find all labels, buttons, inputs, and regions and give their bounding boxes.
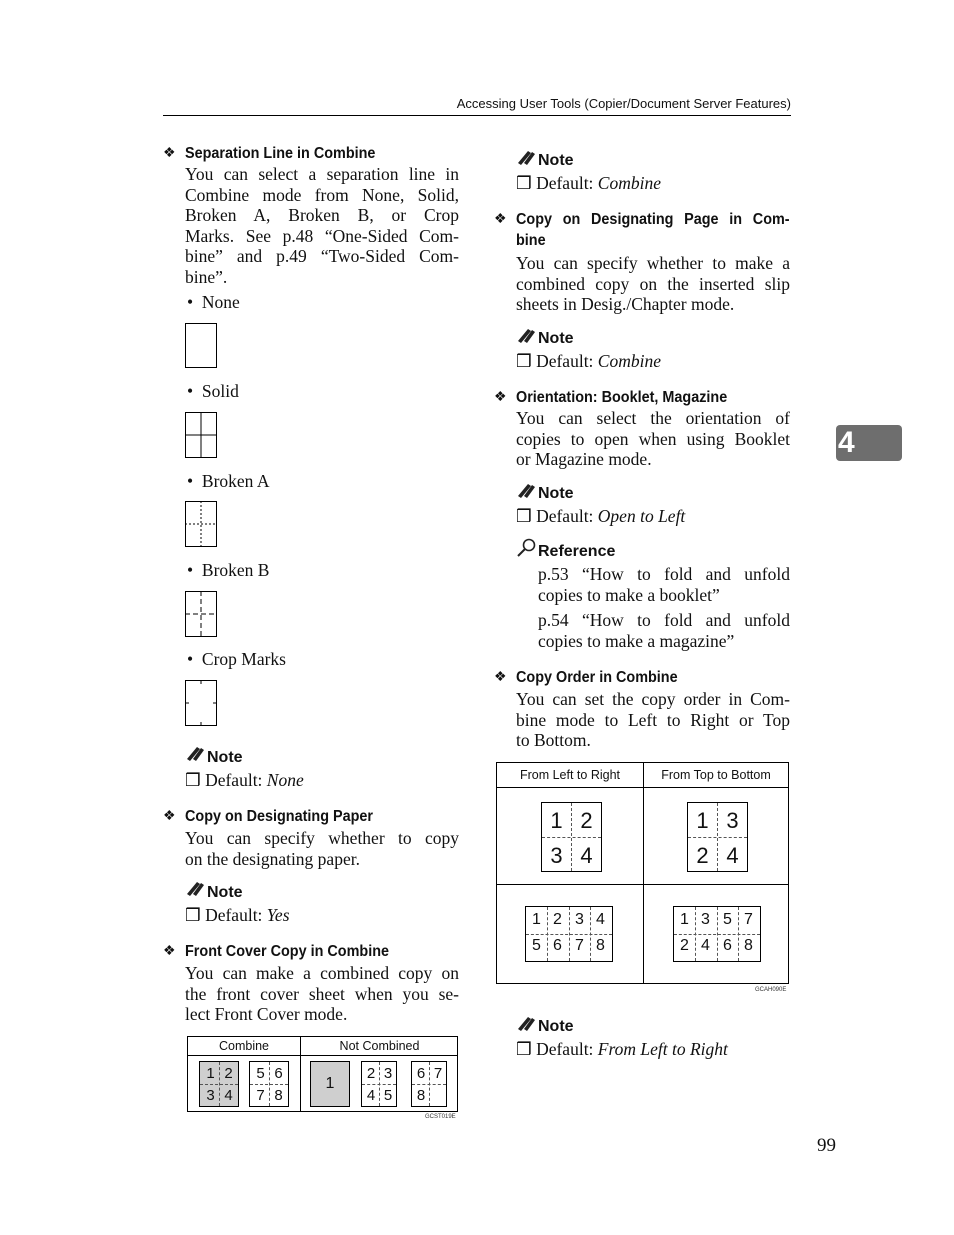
separation-description: You can select a separation line in Combine mode from None, Solid, Broken A, Broken B, or Crop Marks. See p.48 “One-Sided Com- bine” and p.49 “Two-Sided Com- bine”. (185, 164, 459, 287)
copy-order-description: You can set the copy order in Com- bine mode to Left to Right or Top to Bottom. (516, 689, 790, 750)
note-title: Note (538, 330, 574, 347)
page-number-cell: 3 (726, 808, 739, 833)
header-rule (163, 115, 791, 116)
page-number-cell: 6 (274, 1065, 283, 1082)
solid-separation-illustration (185, 412, 217, 458)
diamond-bullet-icon: ❖ (163, 146, 176, 161)
combined-sheet (361, 1061, 397, 1107)
note-pencil-icon (516, 482, 536, 498)
running-header: Accessing User Tools (Copier/Document Server Features) (456, 96, 791, 111)
page-number-cell: 1 (680, 911, 689, 928)
page-number-cell: 6 (416, 1065, 426, 1082)
page-number-cell: 1 (206, 1065, 215, 1082)
column-header-combine: Combine (218, 1039, 270, 1053)
section-title-copy-order: Copy Order in Combine (516, 669, 678, 686)
page-number-cell: 2 (366, 1065, 376, 1082)
option-broken-a: • Broken A (187, 471, 270, 491)
note-pencil-icon (516, 149, 536, 165)
page-number-cell: 1 (532, 911, 541, 928)
broken-a-separation-illustration (185, 501, 217, 547)
table-header-rule (188, 1055, 457, 1056)
page-number-cell: 4 (596, 911, 605, 928)
note-title: Note (538, 152, 574, 169)
note-default-none: ❒ Default: None (185, 770, 304, 790)
note-default-combine: ❒ Default: Combine (516, 351, 661, 371)
four-up-left-to-right (541, 802, 602, 872)
four-up-top-to-bottom (687, 802, 748, 872)
page-number-cell: 1 (325, 1075, 335, 1092)
page-number-cell: 4 (366, 1087, 376, 1104)
option-none: • None (187, 292, 240, 312)
page-number-cell: 5 (532, 937, 541, 954)
page-number-cell: 3 (550, 843, 563, 868)
page-number-cell: 3 (575, 911, 584, 928)
note-title: Note (207, 749, 243, 766)
section-title-orientation: Orientation: Booklet, Magazine (516, 389, 728, 406)
page-number-cell: 4 (224, 1087, 233, 1104)
page-number-cell: 2 (553, 911, 562, 928)
column-header-not-combined: Not Combined (339, 1039, 420, 1053)
diamond-bullet-icon: ❖ (163, 809, 176, 824)
page-number-cell: 8 (744, 937, 753, 954)
note-pencil-icon (185, 880, 205, 896)
page-number-cell: 8 (274, 1087, 283, 1104)
note-pencil-icon (516, 327, 536, 343)
figure-code: GCST019E (425, 1114, 456, 1120)
section-title-separation-line: Separation Line in Combine (185, 145, 376, 162)
page-number-cell: 3 (701, 911, 710, 928)
orientation-description: You can select the orientation of copies to open when using Booklet or Magazine mode. (516, 408, 790, 469)
table-column-divider (300, 1037, 301, 1111)
page-number-cell: 5 (256, 1065, 265, 1082)
chapter-tab: 4 (836, 425, 902, 461)
note-title: Note (207, 884, 243, 901)
page-number-cell: 2 (696, 843, 709, 868)
column-header-top-to-bottom: From Top to Bottom (661, 768, 771, 782)
page-number-cell: 1 (550, 808, 563, 833)
section-title-designating-paper: Copy on Designating Paper (185, 808, 374, 825)
option-solid: • Solid (187, 381, 239, 401)
page-number-cell: 3 (383, 1065, 393, 1082)
note-pencil-icon (516, 1015, 536, 1031)
uncombined-cover-sheet (310, 1061, 350, 1107)
page-number-cell: 6 (553, 937, 562, 954)
page-number-cell: 7 (256, 1087, 265, 1104)
reference-booklet[interactable]: p.53 “How to fold and unfold copies to make a booklet” (538, 564, 790, 605)
section-title-designating-page: Copy on Designating Page in Com- bine (516, 211, 790, 249)
designating-page-description: You can specify whether to make a combined copy on the inserted slip sheets in Desig./Chapter mode. (516, 253, 790, 314)
page-number-cell: 8 (416, 1087, 426, 1104)
page-number-cell: 7 (744, 911, 753, 928)
option-crop-marks: • Crop Marks (187, 649, 286, 669)
diamond-bullet-icon: ❖ (163, 944, 176, 959)
eight-up-top-to-bottom (673, 906, 761, 962)
eight-up-left-to-right (525, 906, 613, 962)
page-number-cell: 2 (224, 1065, 233, 1082)
page-number-cell: 4 (726, 843, 739, 868)
option-broken-b: • Broken B (187, 560, 270, 580)
note-default-left-to-right: ❒ Default: From Left to Right (516, 1039, 728, 1059)
front-cover-description: You can make a combined copy on the front cover sheet when you se- lect Front Cover mode. (185, 963, 459, 1024)
section-title-front-cover: Front Cover Copy in Combine (185, 943, 390, 960)
reference-magazine[interactable]: p.54 “How to fold and unfold copies to make a magazine” (538, 610, 790, 651)
page-number-cell: 7 (433, 1065, 443, 1082)
diamond-bullet-icon: ❖ (494, 390, 507, 405)
note-title: Note (538, 485, 574, 502)
page-number-cell: 6 (723, 937, 732, 954)
page-number-cell: 5 (723, 911, 732, 928)
page-number-cell: 2 (580, 808, 593, 833)
page-number-cell: 1 (696, 808, 709, 833)
page-number-cell: 8 (596, 937, 605, 954)
reference-title: Reference (538, 543, 616, 560)
page-number: 99 (817, 1135, 836, 1156)
note-title: Note (538, 1018, 574, 1035)
broken-b-separation-illustration (185, 591, 217, 637)
combined-cover-sheet (199, 1061, 239, 1107)
reference-magnifier-icon (516, 538, 538, 558)
page-number-cell: 3 (206, 1087, 215, 1104)
copy-order-table (496, 762, 789, 984)
column-header-left-to-right: From Left to Right (519, 768, 621, 782)
combined-sheet (249, 1061, 289, 1107)
page-number-cell: 5 (383, 1087, 393, 1104)
figure-code: GCAH090E (755, 987, 787, 993)
front-cover-table (187, 1036, 458, 1112)
combined-sheet (411, 1061, 447, 1107)
diamond-bullet-icon: ❖ (494, 212, 507, 227)
page-number-cell: 2 (680, 937, 689, 954)
designating-paper-description: You can specify whether to copy on the designating paper. (185, 828, 459, 869)
note-default-open-to-left: ❒ Default: Open to Left (516, 506, 686, 526)
page-number-cell: 4 (580, 843, 593, 868)
none-separation-illustration (185, 323, 217, 368)
diamond-bullet-icon: ❖ (494, 670, 507, 685)
page-number-cell: 4 (701, 937, 710, 954)
page-number-cell: 7 (575, 937, 584, 954)
note-default-yes: ❒ Default: Yes (185, 905, 290, 925)
note-pencil-icon (185, 745, 205, 761)
crop-marks-illustration (185, 680, 217, 726)
note-default-combine: ❒ Default: Combine (516, 173, 661, 193)
